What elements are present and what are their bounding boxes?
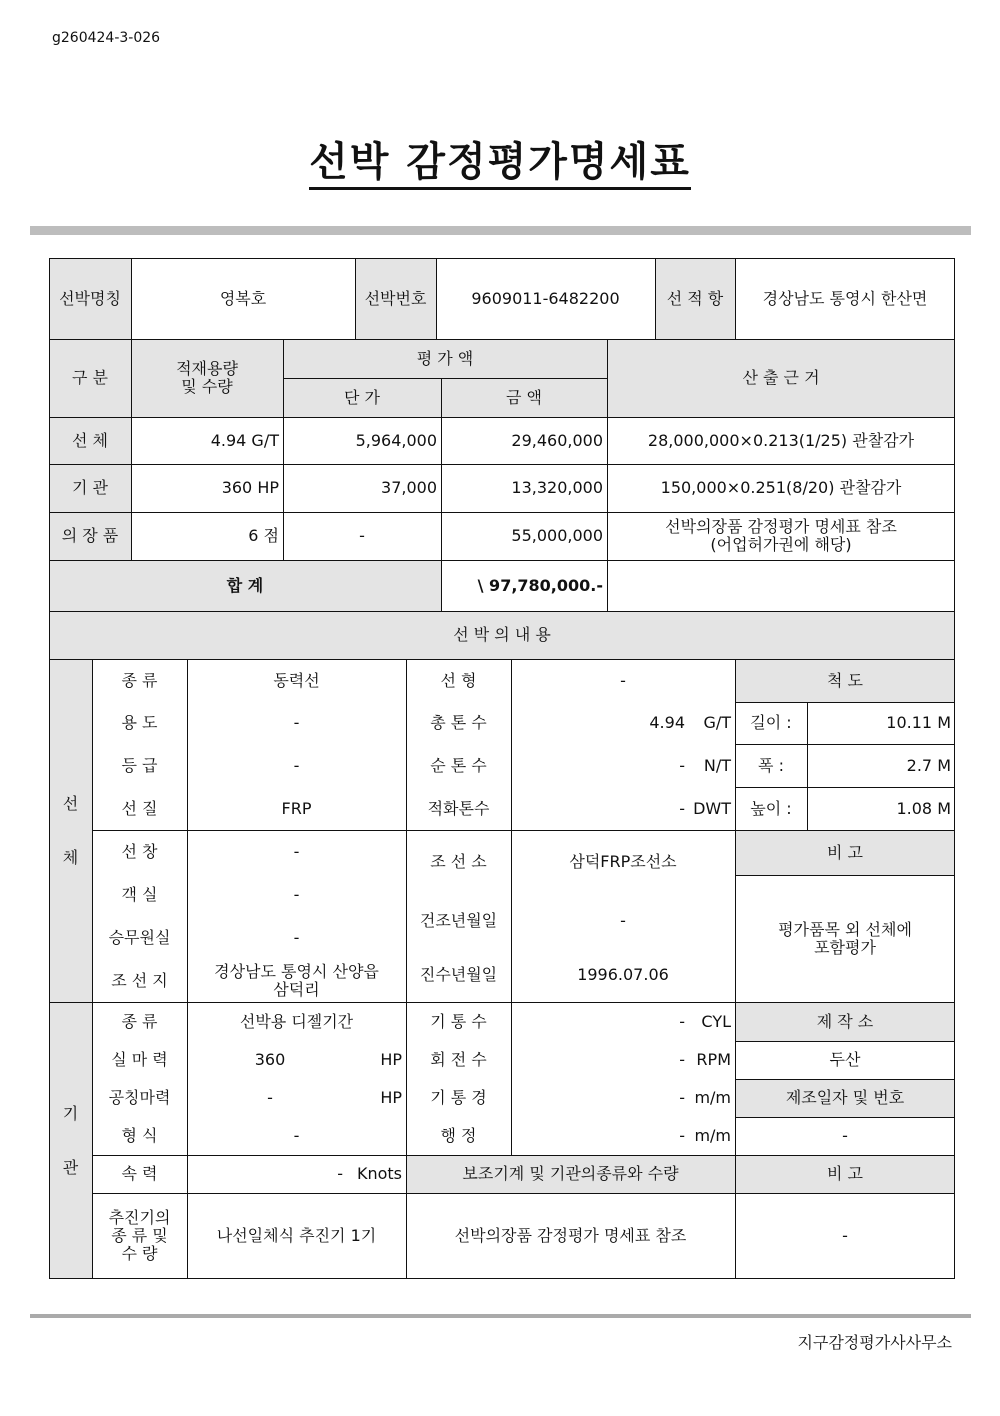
height-label: 높이 :	[750, 798, 792, 818]
model-value: -	[293, 1126, 300, 1145]
cabin-value: -	[293, 884, 300, 904]
contents-title: 선 박 의 내 용	[49, 611, 955, 659]
hold-label: 선 창	[121, 841, 158, 861]
grid-line	[655, 258, 656, 339]
build-place-value: 경상남도 통영시 산양읍 삼덕리	[214, 961, 379, 999]
grid-line	[735, 744, 955, 745]
model-label: 형 식	[121, 1126, 158, 1145]
ship-number-value: 9609011-6482200	[471, 288, 620, 308]
hull-remarks-title: 비 고	[735, 830, 955, 875]
grid-line	[49, 512, 955, 513]
row-engine-capacity: 360 HP	[221, 478, 279, 497]
grid-line	[283, 339, 284, 560]
hull-section-label: 선 체	[49, 659, 92, 1002]
engine-type-value: 선박용 디젤기간	[239, 1011, 354, 1031]
launch-date-value: 1996.07.06	[577, 965, 669, 984]
ship-name-label: 선박명칭	[49, 258, 131, 339]
speed-unit: Knots	[356, 1164, 402, 1183]
grid-line	[131, 258, 132, 560]
unit-price-header: 단 가	[283, 378, 441, 417]
grid-line	[49, 464, 955, 465]
mfg-date-label: 제조일자 및 번호	[735, 1079, 955, 1117]
document-id: g260424-3-026	[52, 30, 161, 46]
nominal-hp-unit: HP	[380, 1088, 402, 1107]
total-label: 합 계	[49, 560, 441, 611]
grid-line	[49, 417, 955, 418]
bore-unit: m/m	[694, 1088, 731, 1107]
engine-type-label: 종 류	[121, 1011, 158, 1031]
row-engine-basis: 150,000×0.251(8/20) 관찰감가	[660, 478, 902, 497]
deadweight-value: -	[679, 798, 685, 818]
ship-name-value: 영복호	[219, 288, 267, 308]
breadth-label: 폭 :	[758, 755, 784, 775]
grid-line	[441, 378, 442, 611]
launch-date-label: 진수년월일	[419, 965, 498, 984]
shipyard-label: 조 선 소	[430, 851, 487, 871]
engine-remarks-title: 비 고	[735, 1155, 955, 1193]
actual-hp-value: 360	[254, 1050, 286, 1069]
stroke-unit: m/m	[694, 1126, 731, 1145]
engine-section-label: 기 관	[49, 1002, 92, 1279]
row-hull-basis: 28,000,000×0.213(1/25) 관찰감가	[647, 430, 915, 450]
total-amount: \ 97,780,000.-	[477, 575, 603, 595]
port-value: 경상남도 통영시 한산면	[762, 288, 928, 308]
value-header: 평 가 액	[283, 339, 607, 378]
manufacturer-label: 제 작 소	[735, 1002, 955, 1041]
hull-grade-value: -	[293, 755, 300, 775]
nominal-hp-value: -	[267, 1088, 273, 1107]
bore-value: -	[679, 1088, 685, 1107]
grid-line	[735, 875, 955, 876]
row-equipment-unit: -	[359, 526, 365, 545]
net-tonnage-unit: N/T	[703, 755, 731, 775]
hull-use-label: 용 도	[121, 713, 158, 732]
grid-line	[187, 659, 188, 1279]
grid-line	[283, 378, 607, 379]
grid-line	[49, 1278, 955, 1279]
mfg-date-value: -	[842, 1126, 848, 1145]
crew-room-value: -	[293, 927, 300, 947]
net-tonnage-label: 순 톤 수	[430, 755, 487, 775]
grid-line	[355, 258, 356, 339]
grid-line	[735, 659, 736, 1279]
grid-line	[954, 258, 955, 1279]
grid-line	[49, 611, 955, 612]
cylinders-label: 기 통 수	[430, 1011, 487, 1031]
grid-line	[92, 1193, 955, 1194]
row-engine-label: 기 관	[49, 464, 131, 512]
bottom-divider	[30, 1314, 971, 1318]
row-equipment-basis: 선박의장품 감정평가 명세표 참조 (어업허가권에 해당)	[665, 517, 897, 554]
hull-use-value: -	[293, 713, 300, 732]
deadweight-label: 적화톤수	[427, 798, 490, 818]
gross-tonnage-unit: G/T	[703, 713, 731, 732]
crew-room-label: 승무원실	[108, 927, 171, 947]
speed-label: 속 력	[121, 1164, 158, 1183]
height-value: 1.08 M	[896, 798, 951, 818]
engine-remarks-value: -	[842, 1226, 848, 1245]
build-date-value: -	[620, 910, 626, 930]
amount-header: 금 액	[441, 378, 607, 417]
row-equipment-amount: 55,000,000	[511, 526, 603, 545]
rpm-value: -	[679, 1050, 685, 1069]
length-label: 길이 :	[750, 713, 792, 732]
aux-machinery-value: 선박의장품 감정평가 명세표 참조	[454, 1226, 687, 1245]
propeller-label: 추진기의 종 류 및 수 량	[108, 1208, 171, 1263]
build-place-label: 조 선 지	[111, 970, 168, 990]
row-hull-amount: 29,460,000	[511, 430, 603, 450]
row-hull-capacity: 4.94 G/T	[210, 430, 279, 450]
grid-line	[92, 830, 955, 831]
rpm-unit: RPM	[696, 1050, 731, 1069]
grid-line	[406, 659, 407, 1279]
breadth-value: 2.7 M	[906, 755, 951, 775]
grid-line	[92, 659, 93, 1279]
dimensions-title: 척 도	[735, 659, 955, 702]
hull-grade-label: 등 급	[121, 755, 158, 775]
cabin-label: 객 실	[121, 884, 158, 904]
grid-line	[49, 659, 955, 660]
grid-line	[49, 258, 955, 259]
basis-header: 산 출 근 거	[607, 339, 955, 417]
capacity-header: 적재용량 및 수량	[131, 339, 283, 417]
hull-remarks-value: 평가품목 외 선체에 포함평가	[778, 919, 912, 957]
hold-value: -	[293, 841, 300, 861]
nominal-hp-label: 공칭마력	[108, 1088, 171, 1107]
aux-machinery-label: 보조기계 및 기관의종류와 수량	[406, 1155, 735, 1193]
hull-material-label: 선 질	[121, 798, 158, 818]
cylinders-unit: CYL	[701, 1011, 731, 1031]
page-title: 선박 감정평가명세표	[309, 139, 691, 190]
grid-line	[511, 659, 512, 1155]
grid-line	[735, 258, 736, 339]
actual-hp-unit: HP	[380, 1050, 402, 1069]
shipyard-value: 삼덕FRP조선소	[569, 851, 677, 871]
grid-line	[92, 1155, 955, 1156]
grid-line	[735, 787, 955, 788]
row-hull-unit: 5,964,000	[355, 430, 437, 450]
build-date-label: 건조년월일	[419, 910, 498, 930]
top-divider	[30, 226, 971, 235]
appraisal-table	[49, 258, 955, 1279]
grid-line	[735, 1079, 955, 1080]
gross-tonnage-value: 4.94	[649, 713, 685, 732]
hull-form-label: 선 형	[440, 670, 477, 690]
stroke-label: 행 정	[440, 1126, 477, 1145]
deadweight-unit: DWT	[693, 798, 731, 818]
grid-line	[49, 258, 50, 1279]
row-equipment-label: 의 장 품	[49, 512, 131, 560]
page-title-wrap	[0, 130, 1000, 187]
speed-value: -	[337, 1164, 343, 1183]
net-tonnage-value: -	[679, 755, 685, 775]
row-engine-unit: 37,000	[381, 478, 437, 497]
row-engine-amount: 13,320,000	[511, 478, 603, 497]
category-header: 구 분	[49, 339, 131, 417]
bore-label: 기 통 경	[430, 1088, 487, 1107]
grid-line	[735, 702, 955, 703]
grid-line	[436, 258, 437, 339]
row-hull-label: 선 체	[49, 417, 131, 464]
grid-line	[607, 339, 608, 611]
grid-line	[49, 560, 955, 561]
total-empty	[607, 560, 955, 611]
ship-number-label: 선박번호	[355, 258, 436, 339]
hull-type-label: 종 류	[121, 670, 158, 690]
grid-line	[807, 702, 808, 830]
grid-line	[49, 1002, 955, 1003]
grid-line	[735, 1041, 955, 1042]
actual-hp-label: 실 마 력	[111, 1050, 168, 1069]
port-label: 선 적 항	[655, 258, 735, 339]
cylinders-value: -	[679, 1011, 685, 1031]
grid-line	[49, 339, 955, 340]
hull-material-value: FRP	[281, 798, 312, 818]
stroke-value: -	[679, 1126, 685, 1145]
hull-form-value: -	[620, 670, 626, 690]
row-equipment-capacity: 6 점	[248, 526, 279, 545]
gross-tonnage-label: 총 톤 수	[430, 713, 487, 732]
office-name: 지구감정평가사사무소	[797, 1333, 952, 1352]
hull-type-value: 동력선	[273, 670, 320, 690]
manufacturer-value: 두산	[829, 1050, 861, 1069]
grid-line	[735, 1117, 955, 1118]
propeller-value: 나선일체식 추진기 1기	[216, 1226, 377, 1245]
rpm-label: 회 전 수	[430, 1050, 487, 1069]
length-value: 10.11 M	[886, 713, 951, 732]
